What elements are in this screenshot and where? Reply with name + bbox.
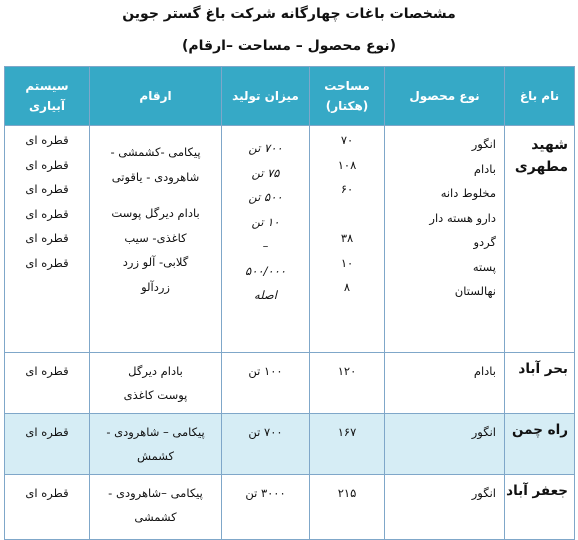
table-row [5, 475, 575, 540]
varieties-cell: بادام دیرگل پوست کاغذی [90, 353, 222, 414]
header-area: مساحت (هکتار) [310, 67, 385, 126]
varieties-cell: پیکامی –شاهرودی - کشمشی [90, 475, 222, 540]
header-irrigation: سیستم آبیاری [5, 67, 90, 126]
garden-name: جعفر آباد [505, 475, 575, 540]
area-cell: ۲۱۵ [310, 475, 385, 540]
garden-name: راه چمن [505, 414, 575, 475]
product-cell: بادام [385, 353, 505, 414]
garden-name: شهید مطهری [505, 126, 575, 353]
irrigation-cell: قطره ای [5, 475, 90, 540]
area-cell: ۱۲۰ [310, 353, 385, 414]
irrigation-cell: قطره ای [5, 353, 90, 414]
production-cell: ۱۰۰ تن [222, 353, 310, 414]
product-list: انگور بادام مخلوط دانه دارو هسته دار گردو پسته نهالستان [385, 126, 505, 353]
production-list: ۷۰۰ تن ۷۵ تن ۵۰۰ تن ۱۰ تن – ۵۰۰/۰۰۰ اصله [222, 126, 310, 353]
product-cell: انگور [385, 475, 505, 540]
varieties-list: پیکامی -کشمشی - شاهرودی - یاقوتی بادام دیرگل پوست کاغذی- سیب گلابی- آلو زرد زردآلو [90, 126, 222, 353]
page-title: مشخصات باغات چهارگانه شرکت باغ گستر جوین [122, 6, 456, 22]
page-subtitle: (نوع محصول – مساحت –ارقام) [182, 38, 396, 54]
area-list: ۷۰ ۱۰۸ ۶۰ ۳۸ ۱۰ ۸ [310, 126, 385, 353]
irrigation-cell: قطره ای [5, 414, 90, 475]
production-cell: ۷۰۰ تن [222, 414, 310, 475]
header-garden: نام باغ [505, 67, 575, 126]
irrigation-list: قطره ای قطره ای قطره ای قطره ای قطره ای قطره ای [5, 126, 90, 353]
table-row [5, 414, 575, 475]
header-varieties: ارقام [90, 67, 222, 126]
header-product: نوع محصول [385, 67, 505, 126]
table-row [5, 353, 575, 414]
area-cell: ۱۶۷ [310, 414, 385, 475]
table-row [5, 126, 575, 353]
varieties-cell: پیکامی – شاهرودی - کشمش [90, 414, 222, 475]
garden-name: بحر آباد [505, 353, 575, 414]
header-production: میزان تولید [222, 67, 310, 126]
production-cell: ۳۰۰۰ تن [222, 475, 310, 540]
gardens-table [4, 66, 575, 540]
table-header-row [5, 67, 575, 126]
product-cell: انگور [385, 414, 505, 475]
